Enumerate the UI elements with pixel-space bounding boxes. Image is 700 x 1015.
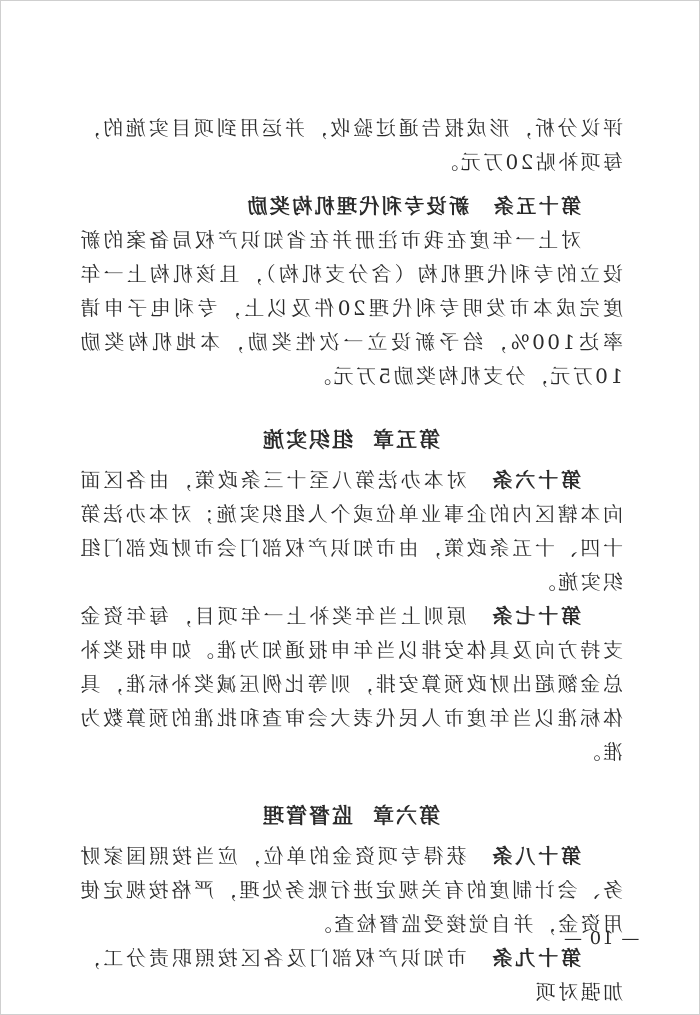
chapter-6-heading [78,799,623,833]
article-16-lead: 第十六条 [489,468,581,492]
article-19 [78,941,623,1009]
article-17-body: 原则上当年奖补上一年项目，每年资金支持方向及具体安排以当年申报通知为准。如申报奖补总金额超出财政预算安排，则等比例压减奖补标准，具体标准以当年度市人民代表大会审查和批准的预算数为准。 [78,604,623,764]
article-18 [78,839,623,941]
article-15-body: 对上一年度在我市注册并在省知识产权局备案的新设立的专利代理机构（含分支机构），且该机构上一年度完成本市发明专利代理20件及以上，专利电子申请率达100%，给予新设立一次性奖励，本地机构奖励10万元，分支机构奖励5万元。 [78,228,623,388]
chapter-5-number: 第五章 [371,428,440,452]
article-16-body: 对本办法第八至十三条政策，由各区面向本辖区内的企事业单位或个人组织实施；对本办法第十四、十五条政策，由市知识产权部门会市财政部门组织实施。 [78,468,623,594]
paragraph-top: 评议分析，形成报告通过验收，并运用到项目实施的，每项补贴20万元。 [78,116,623,174]
chapter-5-title: 组织实施 [261,428,353,452]
article-17 [78,599,623,769]
chapter-6-number: 第六章 [371,804,440,828]
article-19-body: 市知识产权部门及各区按照职责分工，加强对项 [78,946,623,1004]
page-number: — 10 — [563,928,640,949]
article-17-lead: 第十七条 [489,604,581,628]
article-18-lead: 第十八条 [489,844,581,868]
chapter-6-title: 监督管理 [261,804,353,828]
article-18-body: 获得专项资金的单位，应当按照国家财务、会计制度的有关规定进行账务处理，严格按规定使用资金，并自觉接受监督检查。 [78,844,623,936]
chapter-5-heading [78,423,623,457]
article-19-lead: 第十九条 [489,946,581,970]
document-body [78,111,623,1009]
article-15-title: 第十五条 新设专利代理机构奖励 [245,194,581,218]
article-16 [78,463,623,599]
